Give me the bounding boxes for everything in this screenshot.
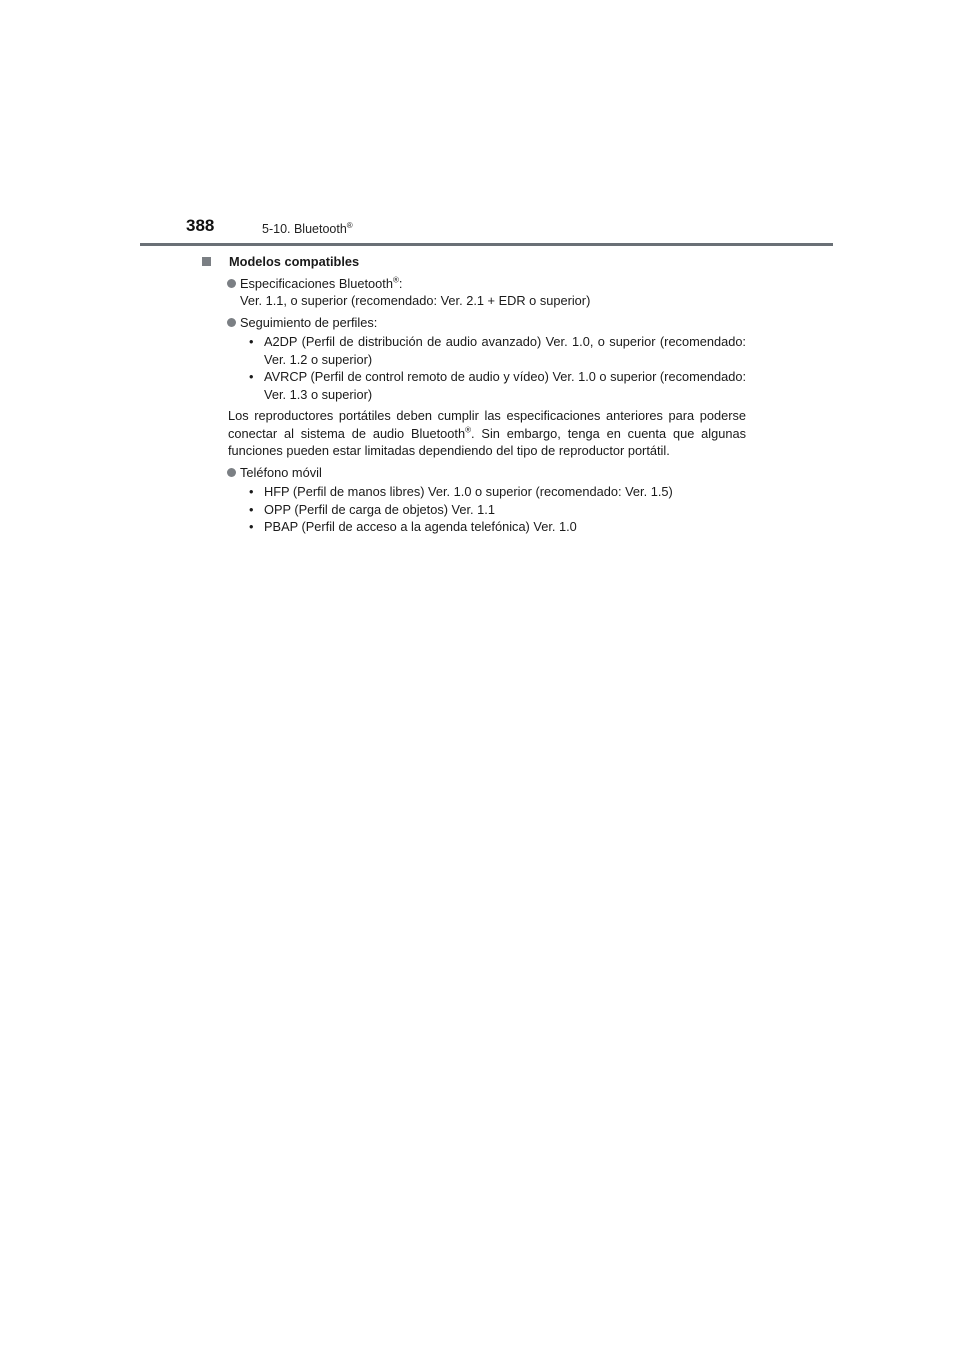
list-item [240,518,746,536]
bullet-suffix: : [398,275,403,291]
list-item-text: HFP (Perfil de manos libres) Ver. 1.0 o superior (recomendado: Ver. 1.5) [264,484,673,499]
list-item-text: OPP (Perfil de carga de objetos) Ver. 1.1 [264,501,495,517]
header-rule [140,243,833,246]
list-item [240,368,746,403]
section-title-text: 5-10. Bluetooth [262,222,347,236]
list-item-text: AVRCP (Perfil de control remoto de audio y vídeo) Ver. 1.0 o superior (recomendado: Ver. 1.3 o superior) [264,369,746,402]
section-heading [215,253,746,271]
profile-list [240,333,746,403]
dot-bullet-icon: • [249,484,254,499]
bullet-profiles [229,314,746,404]
phone-profile-list [240,483,746,536]
bullet-specifications [229,275,746,310]
registered-mark: ® [346,220,353,230]
dot-bullet-icon: • [249,501,254,517]
bullet-detail: Ver. 1.1, o superior (recomendado: Ver. 2.1 + EDR o superior) [240,293,591,308]
dot-bullet-icon: • [249,519,254,534]
circle-bullet-icon [227,318,236,327]
heading-text: Modelos compatibles [229,254,360,269]
page-number: 388 [186,216,215,235]
bullet-mobile-phone [229,464,746,536]
list-item [240,483,746,501]
square-bullet-icon [202,257,211,266]
list-item [240,333,746,368]
registered-mark: ® [392,275,399,285]
circle-bullet-icon [227,468,236,477]
bullet-text: Teléfono móvil [240,464,322,480]
bullet-text: Especificaciones Bluetooth [240,275,393,291]
list-item [240,501,746,519]
page-header [186,216,834,244]
bullet-text: Seguimiento de perfiles: [240,314,378,330]
dot-bullet-icon: • [249,369,254,384]
registered-mark: ® [465,425,471,435]
list-item-text: PBAP (Perfil de acceso a la agenda telefónica) Ver. 1.0 [264,519,577,534]
circle-bullet-icon [227,279,236,288]
section-title [262,222,353,236]
compatibility-note [228,407,746,460]
note-text-2: . Sin embargo, tenga en cuenta que algunas funciones pueden estar limitadas dependiendo del tipo de reproductor portátil. [228,425,747,458]
note-text-1: Los reproductores portátiles deben cumplir las especificaciones anteriores para poderse conectar al sistema de audio Bluetooth [228,408,746,441]
page-content [229,253,746,540]
dot-bullet-icon: • [249,334,254,349]
list-item-text: A2DP (Perfil de distribución de audio avanzado) Ver. 1.0, o superior (recomendado: Ver. 1.2 o superior) [264,334,746,367]
